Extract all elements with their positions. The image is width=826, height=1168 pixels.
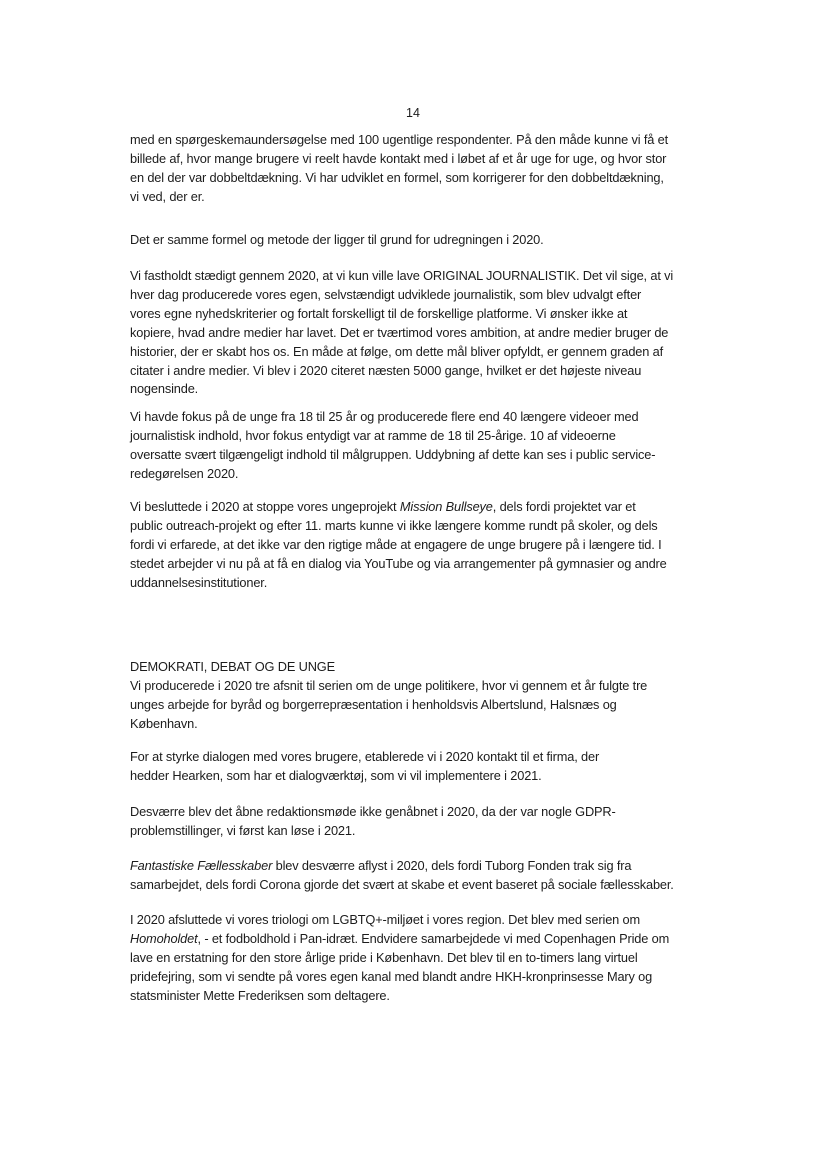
text-line: pridefejring, som vi sendte på vores egen kanal med blandt andre HKH-kronprinsesse Mary og bbox=[130, 968, 653, 984]
text-line: Det er samme formel og metode der ligger til grund for udregningen i 2020. bbox=[130, 232, 544, 247]
page-number: 14 bbox=[406, 106, 420, 120]
paragraph-editorial-meeting bbox=[130, 803, 720, 841]
text-line: vores egne nyhedskriterier og fortalt forskelligt til de forskellige platforme. Vi ønsker ikke at bbox=[130, 305, 628, 321]
text-line: med en spørgeskemaundersøgelse med 100 ugentlige respondenter. På den måde kunne vi få et bbox=[130, 132, 668, 147]
text-line: Vi producerede i 2020 tre afsnit til serien om de unge politikere, hvor vi gennem et år fulgte tre bbox=[130, 677, 648, 693]
text-line: For at styrke dialogen med vores brugere, etablerede vi i 2020 kontakt til et firma, der bbox=[130, 749, 600, 764]
text-line: uddannelsesinstitutioner. bbox=[130, 574, 268, 590]
text-line: statsminister Mette Frederiksen som deltagere. bbox=[130, 987, 390, 1003]
text-line: samarbejdet, dels fordi Corona gjorde det svært at skabe et event baseret på sociale fællesskaber. bbox=[130, 876, 674, 892]
text-line: citater i andre medier. Vi blev i 2020 citeret næsten 5000 gange, hvilket er det højeste niveau bbox=[130, 362, 642, 378]
text-run: , dels fordi projektet var et bbox=[492, 499, 636, 514]
text-line: hver dag producerede vores egen, selvstændigt udviklede journalistik, som blev udvalgt efter bbox=[130, 286, 642, 302]
text-line: redegørelsen 2020. bbox=[130, 465, 239, 481]
text-line: vi ved, der er. bbox=[130, 188, 205, 204]
paragraph-lgbtq bbox=[130, 911, 720, 1006]
text-line: lave en erstatning for den store årlige pride i København. Det blev til en to-timers lang virtuel bbox=[130, 949, 638, 965]
text-line: Desværre blev det åbne redaktionsmøde ikke genåbnet i 2020, da der var nogle GDPR- bbox=[130, 804, 616, 819]
text-line: public outreach-projekt og efter 11. marts kunne vi ikke længere komme rundt på skoler, og dels bbox=[130, 517, 658, 533]
text-line: historier, der er skabt hos os. En måde at følge, om dette mål bliver opfyldt, er gennem graden af bbox=[130, 343, 664, 359]
text-line: en del der var dobbeltdækning. Vi har udviklet en formel, som korrigerer for den dobbeltdækning, bbox=[130, 169, 664, 185]
text-line: I 2020 afsluttede vi vores triologi om LGBTQ+-miljøet i vores region. Det blev med serien om bbox=[130, 912, 641, 927]
text-line: stedet arbejder vi nu på at få en dialog via YouTube og via arrangementer på gymnasier og andre bbox=[130, 555, 667, 571]
text-line: problemstillinger, vi først kan løse i 2021. bbox=[130, 822, 356, 838]
text-line: kopiere, hvad andre medier har lavet. Det er tværtimod vores ambition, at andre medier bruger de bbox=[130, 324, 669, 340]
text-line bbox=[130, 857, 720, 876]
text-run: Vi besluttede i 2020 at stoppe vores ungeprojekt bbox=[130, 499, 400, 514]
text-line: nogensinde. bbox=[130, 381, 199, 397]
section-heading: DEMOKRATI, DEBAT OG DE UNGE bbox=[130, 659, 335, 674]
text-run: , - et fodboldhold i Pan-idræt. Endvidere samarbejdede vi med Copenhagen Pride om bbox=[197, 930, 670, 946]
text-line: Vi havde fokus på de unge fra 18 til 25 år og producerede flere end 40 længere videoer med bbox=[130, 409, 639, 424]
paragraph-hearken bbox=[130, 748, 720, 786]
italic-title: Homoholdet bbox=[130, 930, 198, 946]
text-run: blev desværre aflyst i 2020, dels fordi Tuborg Fonden trak sig fra bbox=[272, 858, 632, 873]
italic-title: Fantastiske Fællesskaber bbox=[130, 858, 273, 873]
paragraph-fantastiske-faellesskaber bbox=[130, 857, 720, 895]
text-line: hedder Hearken, som har et dialogværktøj, som vi vil implementere i 2021. bbox=[130, 767, 542, 783]
italic-title: Mission Bullseye bbox=[399, 499, 493, 514]
text-line: fordi vi erfarede, at det ikke var den rigtige måde at engagere de unge brugere på i længere tid. I bbox=[130, 536, 662, 552]
paragraph-original-journalism bbox=[130, 267, 720, 399]
text-line: unges arbejde for byråd og borgerrepræsentation i henholdsvis Albertslund, Halsnæs og bbox=[130, 696, 617, 712]
text-line bbox=[130, 930, 720, 949]
text-line: billede af, hvor mange brugere vi reelt havde kontakt med i løbet af et år uge for uge, og hvor stor bbox=[130, 150, 667, 166]
paragraph-youth-focus bbox=[130, 408, 720, 484]
paragraph-survey bbox=[130, 131, 720, 207]
text-line: journalistisk indhold, hvor fokus entydigt var at ramme de 18 til 25-årige. 10 af videoerne bbox=[130, 427, 616, 443]
section-democracy bbox=[130, 658, 720, 734]
text-line bbox=[130, 498, 720, 517]
paragraph-formula bbox=[130, 231, 720, 250]
text-line: oversatte svært tilgængeligt indhold til målgruppen. Uddybning af dette kan ses i public service- bbox=[130, 446, 656, 462]
text-line: København. bbox=[130, 715, 198, 731]
paragraph-mission-bullseye bbox=[130, 498, 720, 593]
text-line: Vi fastholdt stædigt gennem 2020, at vi kun ville lave ORIGINAL JOURNALISTIK. Det vil sige, at vi bbox=[130, 268, 674, 283]
